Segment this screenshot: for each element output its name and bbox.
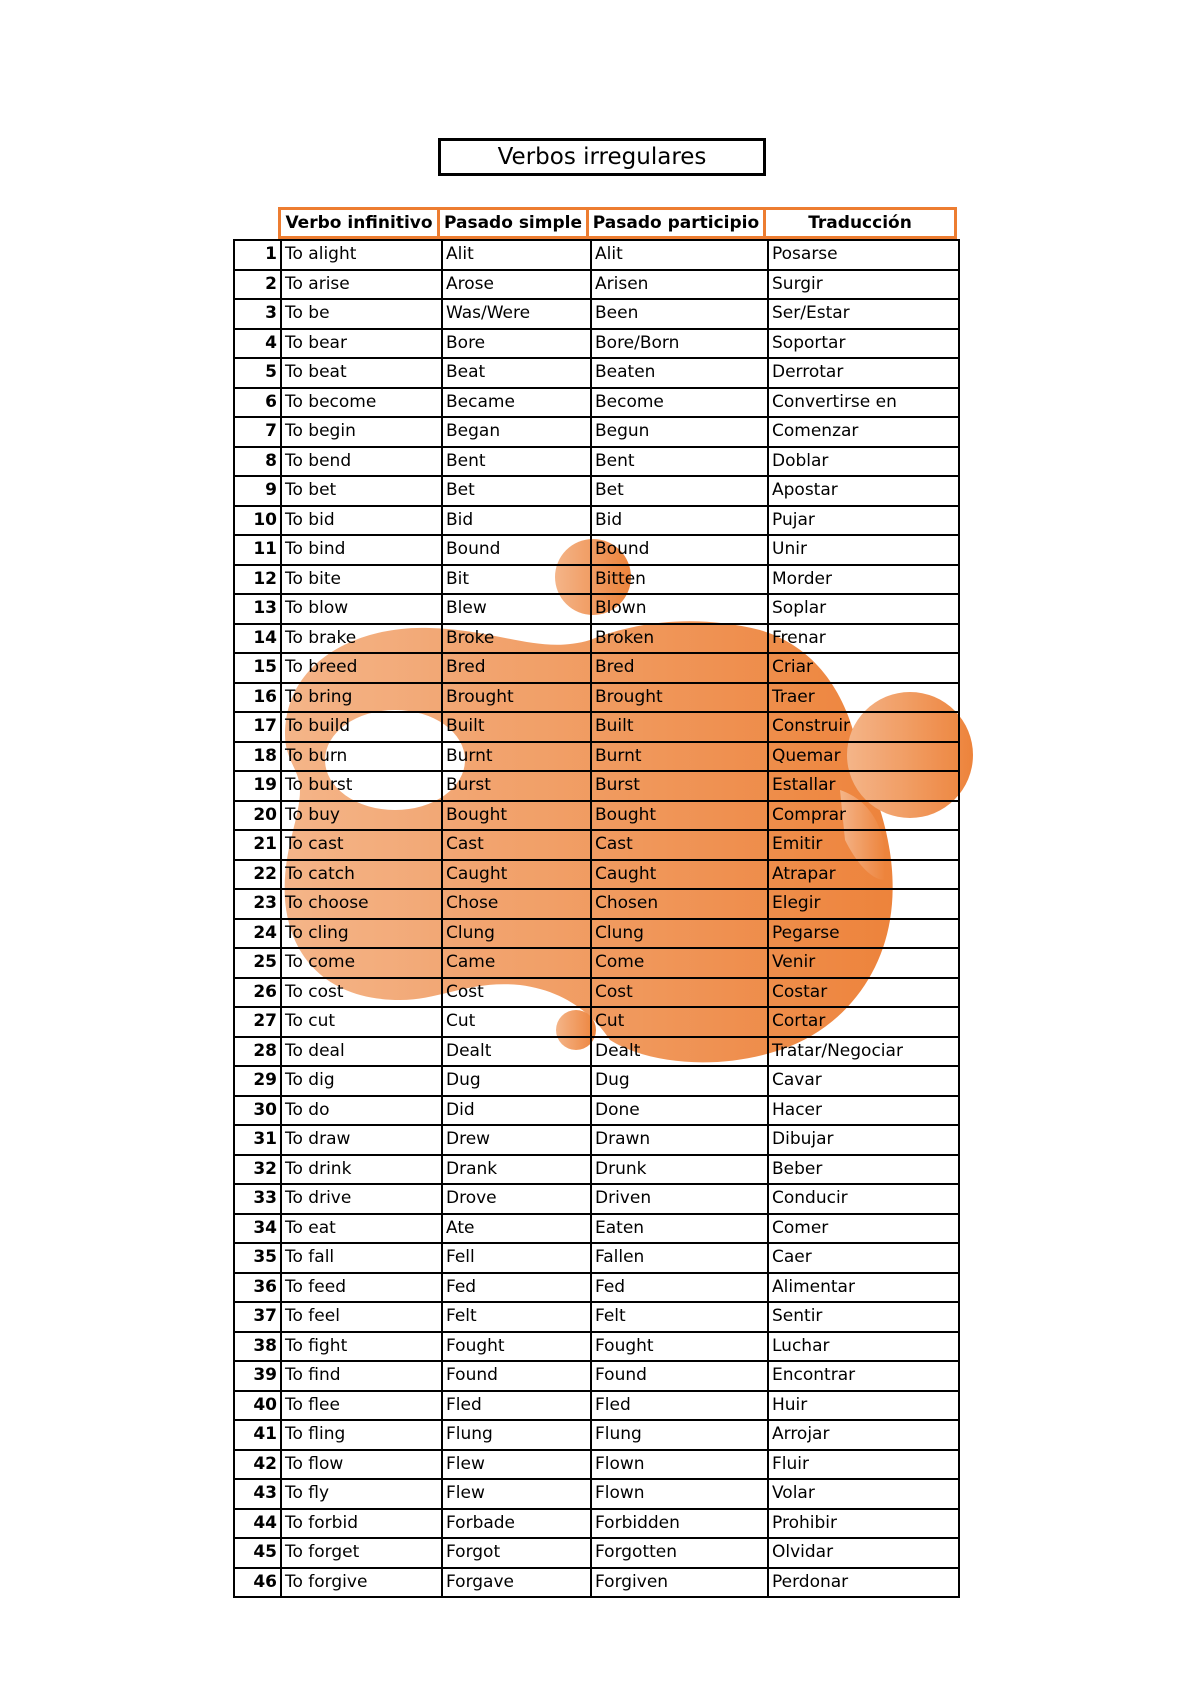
row-number-cell: 33 — [234, 1184, 281, 1214]
past-simple-cell: Bought — [442, 801, 591, 831]
table-row — [234, 830, 959, 860]
row-number-cell: 14 — [234, 624, 281, 654]
table-row — [234, 1332, 959, 1362]
row-number-cell: 29 — [234, 1066, 281, 1096]
translation-cell: Posarse — [768, 240, 959, 270]
verb-infinitive-cell: To bring — [281, 683, 442, 713]
past-simple-cell: Drove — [442, 1184, 591, 1214]
past-participle-cell: Done — [591, 1096, 768, 1126]
row-number-cell: 30 — [234, 1096, 281, 1126]
translation-cell: Tratar/Negociar — [768, 1037, 959, 1067]
past-simple-cell: Bent — [442, 447, 591, 477]
translation-cell: Apostar — [768, 476, 959, 506]
row-number-cell: 28 — [234, 1037, 281, 1067]
row-number-cell: 45 — [234, 1538, 281, 1568]
translation-cell: Pegarse — [768, 919, 959, 949]
past-participle-cell: Found — [591, 1361, 768, 1391]
verb-infinitive-cell: To buy — [281, 801, 442, 831]
row-number-cell: 4 — [234, 329, 281, 359]
translation-cell: Dibujar — [768, 1125, 959, 1155]
table-row — [234, 978, 959, 1008]
table-row — [234, 299, 959, 329]
verb-infinitive-cell: To cost — [281, 978, 442, 1008]
past-simple-cell: Alit — [442, 240, 591, 270]
past-simple-cell: Bid — [442, 506, 591, 536]
translation-cell: Caer — [768, 1243, 959, 1273]
translation-cell: Ser/Estar — [768, 299, 959, 329]
past-simple-cell: Came — [442, 948, 591, 978]
verb-infinitive-cell: To deal — [281, 1037, 442, 1067]
verb-infinitive-cell: To bind — [281, 535, 442, 565]
translation-cell: Encontrar — [768, 1361, 959, 1391]
past-participle-cell: Bred — [591, 653, 768, 683]
verb-infinitive-cell: To do — [281, 1096, 442, 1126]
past-participle-cell: Flown — [591, 1450, 768, 1480]
irregular-verbs-table — [233, 239, 960, 1598]
past-participle-cell: Fought — [591, 1332, 768, 1362]
verb-infinitive-cell: To find — [281, 1361, 442, 1391]
row-number-cell: 18 — [234, 742, 281, 772]
translation-cell: Soplar — [768, 594, 959, 624]
past-participle-cell: Clung — [591, 919, 768, 949]
past-participle-cell: Blown — [591, 594, 768, 624]
verb-infinitive-cell: To forbid — [281, 1509, 442, 1539]
row-number-cell: 5 — [234, 358, 281, 388]
verb-infinitive-cell: To arise — [281, 270, 442, 300]
verb-infinitive-cell: To choose — [281, 889, 442, 919]
table-row — [234, 270, 959, 300]
row-number-cell: 35 — [234, 1243, 281, 1273]
row-number-cell: 26 — [234, 978, 281, 1008]
verb-infinitive-cell: To be — [281, 299, 442, 329]
past-participle-cell: Alit — [591, 240, 768, 270]
past-simple-cell: Did — [442, 1096, 591, 1126]
table-row — [234, 919, 959, 949]
verb-infinitive-cell: To build — [281, 712, 442, 742]
translation-cell: Comer — [768, 1214, 959, 1244]
row-number-cell: 10 — [234, 506, 281, 536]
table-row — [234, 1361, 959, 1391]
verb-infinitive-cell: To begin — [281, 417, 442, 447]
translation-cell: Surgir — [768, 270, 959, 300]
verb-infinitive-cell: To brake — [281, 624, 442, 654]
past-simple-cell: Fought — [442, 1332, 591, 1362]
translation-cell: Estallar — [768, 771, 959, 801]
table-row — [234, 329, 959, 359]
row-number-cell: 39 — [234, 1361, 281, 1391]
table-row — [234, 476, 959, 506]
verb-infinitive-cell: To bid — [281, 506, 442, 536]
table-row — [234, 240, 959, 270]
past-simple-cell: Bred — [442, 653, 591, 683]
past-simple-cell: Forbade — [442, 1509, 591, 1539]
row-number-cell: 43 — [234, 1479, 281, 1509]
row-number-cell: 17 — [234, 712, 281, 742]
verb-infinitive-cell: To bite — [281, 565, 442, 595]
translation-cell: Cortar — [768, 1007, 959, 1037]
translation-cell: Beber — [768, 1155, 959, 1185]
row-number-cell: 3 — [234, 299, 281, 329]
verb-infinitive-cell: To fling — [281, 1420, 442, 1450]
table-row — [234, 535, 959, 565]
past-participle-cell: Eaten — [591, 1214, 768, 1244]
past-simple-cell: Fed — [442, 1273, 591, 1303]
translation-cell: Comprar — [768, 801, 959, 831]
past-participle-cell: Bent — [591, 447, 768, 477]
past-participle-cell: Dug — [591, 1066, 768, 1096]
past-participle-cell: Come — [591, 948, 768, 978]
past-participle-cell: Beaten — [591, 358, 768, 388]
past-simple-cell: Burnt — [442, 742, 591, 772]
table-row — [234, 388, 959, 418]
row-number-cell: 32 — [234, 1155, 281, 1185]
row-number-cell: 40 — [234, 1391, 281, 1421]
table-row — [234, 889, 959, 919]
verb-infinitive-cell: To flow — [281, 1450, 442, 1480]
verb-infinitive-cell: To fight — [281, 1332, 442, 1362]
table-row — [234, 683, 959, 713]
table-row — [234, 1391, 959, 1421]
translation-cell: Sentir — [768, 1302, 959, 1332]
table-row — [234, 948, 959, 978]
past-simple-cell: Flew — [442, 1479, 591, 1509]
row-number-cell: 13 — [234, 594, 281, 624]
table-row — [234, 1007, 959, 1037]
past-simple-cell: Broke — [442, 624, 591, 654]
verb-infinitive-cell: To alight — [281, 240, 442, 270]
translation-cell: Doblar — [768, 447, 959, 477]
past-participle-cell: Bound — [591, 535, 768, 565]
header-verbo-infinitivo: Verbo infinitivo — [278, 207, 440, 239]
verb-infinitive-cell: To come — [281, 948, 442, 978]
translation-cell: Alimentar — [768, 1273, 959, 1303]
row-number-cell: 9 — [234, 476, 281, 506]
row-number-cell: 15 — [234, 653, 281, 683]
past-participle-cell: Fled — [591, 1391, 768, 1421]
table-row — [234, 1509, 959, 1539]
past-simple-cell: Drew — [442, 1125, 591, 1155]
translation-cell: Soportar — [768, 329, 959, 359]
past-participle-cell: Burst — [591, 771, 768, 801]
verb-infinitive-cell: To burn — [281, 742, 442, 772]
row-number-cell: 21 — [234, 830, 281, 860]
verb-infinitive-cell: To catch — [281, 860, 442, 890]
table-row — [234, 1450, 959, 1480]
verb-infinitive-cell: To fall — [281, 1243, 442, 1273]
verb-infinitive-cell: To forget — [281, 1538, 442, 1568]
translation-cell: Venir — [768, 948, 959, 978]
table-row — [234, 1538, 959, 1568]
table-row — [234, 1214, 959, 1244]
translation-cell: Prohibir — [768, 1509, 959, 1539]
translation-cell: Pujar — [768, 506, 959, 536]
table-row — [234, 1096, 959, 1126]
past-simple-cell: Flung — [442, 1420, 591, 1450]
past-participle-cell: Fallen — [591, 1243, 768, 1273]
table-row — [234, 771, 959, 801]
row-number-cell: 37 — [234, 1302, 281, 1332]
past-participle-cell: Bid — [591, 506, 768, 536]
table-row — [234, 1568, 959, 1598]
table-row — [234, 358, 959, 388]
translation-cell: Criar — [768, 653, 959, 683]
past-participle-cell: Drawn — [591, 1125, 768, 1155]
verb-infinitive-cell: To drive — [281, 1184, 442, 1214]
table-row — [234, 1479, 959, 1509]
table-row — [234, 653, 959, 683]
verb-infinitive-cell: To feel — [281, 1302, 442, 1332]
past-participle-cell: Felt — [591, 1302, 768, 1332]
translation-cell: Elegir — [768, 889, 959, 919]
row-number-cell: 41 — [234, 1420, 281, 1450]
past-participle-cell: Begun — [591, 417, 768, 447]
past-participle-cell: Flung — [591, 1420, 768, 1450]
past-simple-cell: Cost — [442, 978, 591, 1008]
past-participle-cell: Arisen — [591, 270, 768, 300]
past-participle-cell: Drunk — [591, 1155, 768, 1185]
translation-cell: Perdonar — [768, 1568, 959, 1598]
table-row — [234, 860, 959, 890]
verb-infinitive-cell: To beat — [281, 358, 442, 388]
past-simple-cell: Caught — [442, 860, 591, 890]
translation-cell: Traer — [768, 683, 959, 713]
row-number-cell: 22 — [234, 860, 281, 890]
table-row — [234, 594, 959, 624]
translation-cell: Comenzar — [768, 417, 959, 447]
table-row — [234, 1420, 959, 1450]
table-row — [234, 565, 959, 595]
table-row — [234, 624, 959, 654]
past-participle-cell: Chosen — [591, 889, 768, 919]
translation-cell: Atrapar — [768, 860, 959, 890]
verb-infinitive-cell: To bend — [281, 447, 442, 477]
translation-cell: Volar — [768, 1479, 959, 1509]
past-simple-cell: Blew — [442, 594, 591, 624]
past-participle-cell: Been — [591, 299, 768, 329]
translation-cell: Quemar — [768, 742, 959, 772]
translation-cell: Hacer — [768, 1096, 959, 1126]
past-participle-cell: Cost — [591, 978, 768, 1008]
translation-cell: Morder — [768, 565, 959, 595]
past-simple-cell: Bit — [442, 565, 591, 595]
past-participle-cell: Burnt — [591, 742, 768, 772]
past-participle-cell: Forgiven — [591, 1568, 768, 1598]
header-pasado-simple: Pasado simple — [437, 207, 589, 239]
table-row — [234, 417, 959, 447]
past-participle-cell: Bitten — [591, 565, 768, 595]
past-simple-cell: Brought — [442, 683, 591, 713]
table-row — [234, 712, 959, 742]
row-number-cell: 23 — [234, 889, 281, 919]
past-participle-cell: Broken — [591, 624, 768, 654]
verb-infinitive-cell: To eat — [281, 1214, 442, 1244]
verb-infinitive-cell: To draw — [281, 1125, 442, 1155]
verb-infinitive-cell: To blow — [281, 594, 442, 624]
table-row — [234, 1302, 959, 1332]
past-participle-cell: Bet — [591, 476, 768, 506]
translation-cell: Construir — [768, 712, 959, 742]
past-participle-cell: Bought — [591, 801, 768, 831]
verb-infinitive-cell: To cast — [281, 830, 442, 860]
past-participle-cell: Cast — [591, 830, 768, 860]
translation-cell: Arrojar — [768, 1420, 959, 1450]
translation-cell: Fluir — [768, 1450, 959, 1480]
verb-infinitive-cell: To fly — [281, 1479, 442, 1509]
table-row — [234, 506, 959, 536]
row-number-cell: 44 — [234, 1509, 281, 1539]
past-simple-cell: Flew — [442, 1450, 591, 1480]
row-number-cell: 42 — [234, 1450, 281, 1480]
verb-infinitive-cell: To cling — [281, 919, 442, 949]
row-number-cell: 27 — [234, 1007, 281, 1037]
table-row — [234, 1184, 959, 1214]
table-row — [234, 1273, 959, 1303]
header-traduccion: Traducción — [763, 207, 957, 239]
past-simple-cell: Forgot — [442, 1538, 591, 1568]
row-number-cell: 20 — [234, 801, 281, 831]
past-simple-cell: Drank — [442, 1155, 591, 1185]
past-simple-cell: Dug — [442, 1066, 591, 1096]
row-number-cell: 7 — [234, 417, 281, 447]
row-number-cell: 24 — [234, 919, 281, 949]
translation-cell: Huir — [768, 1391, 959, 1421]
row-number-cell: 46 — [234, 1568, 281, 1598]
past-simple-cell: Cut — [442, 1007, 591, 1037]
table-row — [234, 1243, 959, 1273]
past-participle-cell: Become — [591, 388, 768, 418]
past-simple-cell: Fled — [442, 1391, 591, 1421]
translation-cell: Frenar — [768, 624, 959, 654]
verb-infinitive-cell: To breed — [281, 653, 442, 683]
past-simple-cell: Felt — [442, 1302, 591, 1332]
row-number-cell: 1 — [234, 240, 281, 270]
past-simple-cell: Bet — [442, 476, 591, 506]
row-number-cell: 16 — [234, 683, 281, 713]
verb-infinitive-cell: To drink — [281, 1155, 442, 1185]
past-participle-cell: Bore/Born — [591, 329, 768, 359]
past-simple-cell: Built — [442, 712, 591, 742]
translation-cell: Conducir — [768, 1184, 959, 1214]
past-simple-cell: Chose — [442, 889, 591, 919]
row-number-cell: 31 — [234, 1125, 281, 1155]
verb-infinitive-cell: To dig — [281, 1066, 442, 1096]
past-simple-cell: Became — [442, 388, 591, 418]
past-simple-cell: Burst — [442, 771, 591, 801]
past-simple-cell: Ate — [442, 1214, 591, 1244]
verb-infinitive-cell: To burst — [281, 771, 442, 801]
past-simple-cell: Bore — [442, 329, 591, 359]
past-simple-cell: Clung — [442, 919, 591, 949]
past-simple-cell: Found — [442, 1361, 591, 1391]
table-header — [278, 207, 957, 239]
row-number-cell: 19 — [234, 771, 281, 801]
table-row — [234, 447, 959, 477]
past-participle-cell: Dealt — [591, 1037, 768, 1067]
past-simple-cell: Bound — [442, 535, 591, 565]
past-participle-cell: Forbidden — [591, 1509, 768, 1539]
translation-cell: Costar — [768, 978, 959, 1008]
past-participle-cell: Fed — [591, 1273, 768, 1303]
verb-infinitive-cell: To flee — [281, 1391, 442, 1421]
header-pasado-participio: Pasado participio — [586, 207, 766, 239]
row-number-cell: 11 — [234, 535, 281, 565]
translation-cell: Olvidar — [768, 1538, 959, 1568]
past-participle-cell: Cut — [591, 1007, 768, 1037]
table-body — [234, 240, 959, 1597]
row-number-cell: 38 — [234, 1332, 281, 1362]
table-row — [234, 801, 959, 831]
past-participle-cell: Built — [591, 712, 768, 742]
translation-cell: Convertirse en — [768, 388, 959, 418]
past-simple-cell: Arose — [442, 270, 591, 300]
verb-infinitive-cell: To bear — [281, 329, 442, 359]
translation-cell: Unir — [768, 535, 959, 565]
past-simple-cell: Began — [442, 417, 591, 447]
verb-infinitive-cell: To bet — [281, 476, 442, 506]
translation-cell: Derrotar — [768, 358, 959, 388]
past-participle-cell: Driven — [591, 1184, 768, 1214]
verb-infinitive-cell: To forgive — [281, 1568, 442, 1598]
past-participle-cell: Flown — [591, 1479, 768, 1509]
verb-infinitive-cell: To feed — [281, 1273, 442, 1303]
past-participle-cell: Brought — [591, 683, 768, 713]
past-simple-cell: Forgave — [442, 1568, 591, 1598]
row-number-cell: 6 — [234, 388, 281, 418]
table-row — [234, 742, 959, 772]
row-number-cell: 12 — [234, 565, 281, 595]
past-simple-cell: Was/Were — [442, 299, 591, 329]
document-title: Verbos irregulares — [438, 138, 766, 176]
past-simple-cell: Dealt — [442, 1037, 591, 1067]
verb-infinitive-cell: To become — [281, 388, 442, 418]
translation-cell: Emitir — [768, 830, 959, 860]
row-number-cell: 36 — [234, 1273, 281, 1303]
past-participle-cell: Forgotten — [591, 1538, 768, 1568]
past-simple-cell: Cast — [442, 830, 591, 860]
verb-infinitive-cell: To cut — [281, 1007, 442, 1037]
row-number-cell: 2 — [234, 270, 281, 300]
row-number-cell: 34 — [234, 1214, 281, 1244]
row-number-cell: 25 — [234, 948, 281, 978]
row-number-cell: 8 — [234, 447, 281, 477]
table-row — [234, 1125, 959, 1155]
translation-cell: Luchar — [768, 1332, 959, 1362]
past-participle-cell: Caught — [591, 860, 768, 890]
past-simple-cell: Fell — [442, 1243, 591, 1273]
table-row — [234, 1037, 959, 1067]
table-row — [234, 1066, 959, 1096]
past-simple-cell: Beat — [442, 358, 591, 388]
table-row — [234, 1155, 959, 1185]
translation-cell: Cavar — [768, 1066, 959, 1096]
